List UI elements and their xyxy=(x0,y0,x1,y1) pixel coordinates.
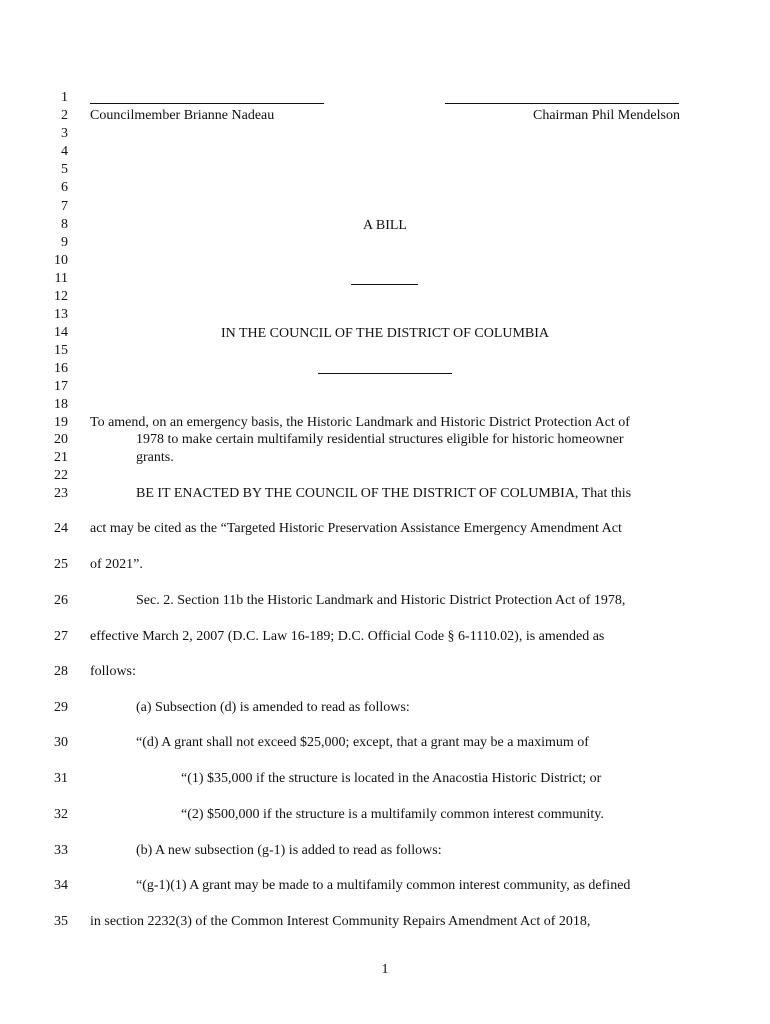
line-number: 19 xyxy=(54,415,68,430)
line-number: 13 xyxy=(54,307,68,322)
line-number: 29 xyxy=(54,700,68,715)
purpose-line: grants. xyxy=(136,450,174,465)
line-number: 2 xyxy=(61,108,68,123)
body-line: follows: xyxy=(90,664,136,679)
line-number: 3 xyxy=(61,126,68,141)
line-number: 34 xyxy=(54,878,68,893)
line-number: 18 xyxy=(54,397,68,412)
body-line: of 2021”. xyxy=(90,557,143,572)
line-number: 28 xyxy=(54,664,68,679)
body-line: (a) Subsection (d) is amended to read as follows: xyxy=(136,700,410,715)
line-number: 23 xyxy=(54,486,68,501)
body-line: “(d) A grant shall not exceed $25,000; except, that a grant may be a maximum of xyxy=(136,735,589,750)
purpose-line: To amend, on an emergency basis, the Historic Landmark and Historic District Protection Act of xyxy=(90,415,630,430)
line-number: 24 xyxy=(54,521,68,536)
body-line: “(1) $35,000 if the structure is located in the Anacostia Historic District; or xyxy=(181,771,602,786)
line-number: 12 xyxy=(54,289,68,304)
body-line: effective March 2, 2007 (D.C. Law 16-189; D.C. Official Code § 6-1110.02), is amended as xyxy=(90,629,605,644)
body-line: “(g-1)(1) A grant may be made to a multifamily common interest community, as defined xyxy=(136,878,631,893)
bill-number-line xyxy=(351,284,418,285)
line-number: 31 xyxy=(54,771,68,786)
line-number: 1 xyxy=(61,90,68,105)
line-number: 6 xyxy=(61,180,68,195)
body-line: Sec. 2. Section 11b the Historic Landmark and Historic District Protection Act of 1978, xyxy=(136,593,626,608)
purpose-line: 1978 to make certain multifamily residential structures eligible for historic homeowner xyxy=(136,432,624,447)
council-heading: IN THE COUNCIL OF THE DISTRICT OF COLUMBIA xyxy=(220,326,550,341)
page-number: 1 xyxy=(381,962,389,977)
body-line: (b) A new subsection (g-1) is added to read as follows: xyxy=(136,843,442,858)
line-number: 32 xyxy=(54,807,68,822)
line-number: 22 xyxy=(54,468,68,483)
line-number: 16 xyxy=(54,361,68,376)
line-number: 20 xyxy=(54,432,68,447)
body-line: in section 2232(3) of the Common Interest Community Repairs Amendment Act of 2018, xyxy=(90,914,591,929)
body-line: “(2) $500,000 if the structure is a multifamily common interest community. xyxy=(181,807,604,822)
line-number: 27 xyxy=(54,629,68,644)
line-number: 9 xyxy=(61,235,68,250)
line-number: 14 xyxy=(54,325,68,340)
body-line: act may be cited as the “Targeted Historic Preservation Assistance Emergency Amendment Act xyxy=(90,521,622,536)
signatory-left: Councilmember Brianne Nadeau xyxy=(90,108,275,123)
signature-line-left xyxy=(90,103,324,104)
signature-line-right xyxy=(445,103,679,104)
line-number: 15 xyxy=(54,343,68,358)
heading-rule xyxy=(318,373,452,374)
line-number: 35 xyxy=(54,914,68,929)
line-number: 17 xyxy=(54,379,68,394)
line-number: 4 xyxy=(61,144,68,159)
line-number: 7 xyxy=(61,199,68,214)
line-number: 26 xyxy=(54,593,68,608)
line-number: 33 xyxy=(54,843,68,858)
body-line: BE IT ENACTED BY THE COUNCIL OF THE DISTRICT OF COLUMBIA, That this xyxy=(136,486,632,501)
line-number: 25 xyxy=(54,557,68,572)
line-number: 8 xyxy=(61,217,68,232)
line-number: 21 xyxy=(54,450,68,465)
bill-title: A BILL xyxy=(363,218,407,233)
line-number: 5 xyxy=(61,162,68,177)
line-number: 10 xyxy=(54,253,68,268)
signatory-right: Chairman Phil Mendelson xyxy=(533,108,680,123)
line-number: 30 xyxy=(54,735,68,750)
line-number: 11 xyxy=(54,271,68,286)
